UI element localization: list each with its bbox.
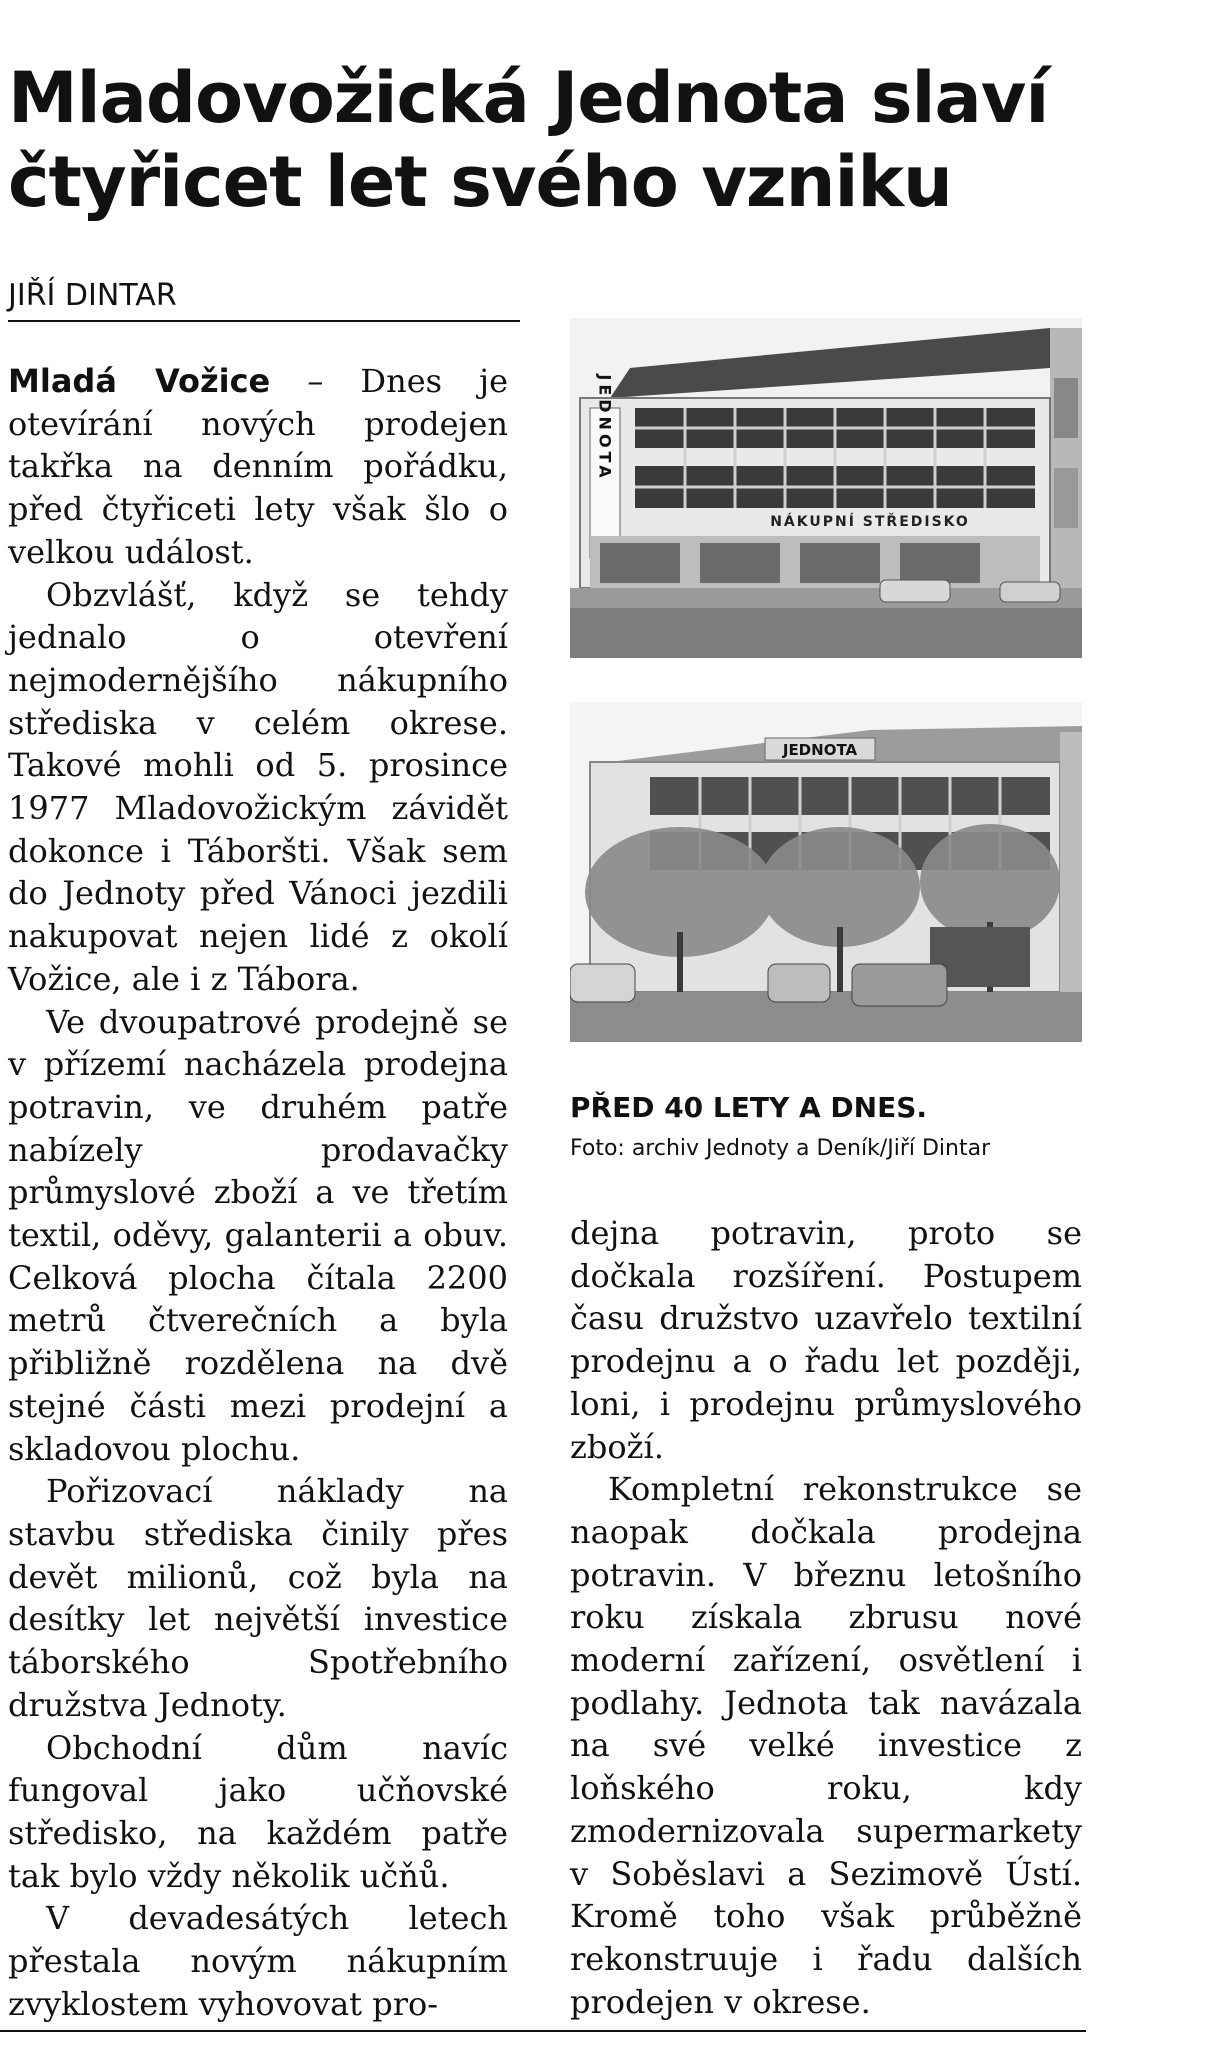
dateline-place: Mladá Vožice — [8, 362, 271, 400]
article-column-left — [8, 360, 508, 2025]
bottom-divider — [0, 2030, 1086, 2032]
old-vertical-sign: JEDNOTA — [595, 374, 615, 482]
photo-old-building — [570, 318, 1082, 658]
article-paragraph: Kompletní rekonstrukce se naopak dočkala prodejna potravin. V březnu letošního roku získala zbrusu nové moderní zařízení, osvětlení i podlahy. Jednota tak navázala na své velké investice z loňského roku, kdy zmodernizovala supermarkety v Soběslavi a Sezimově Ústí. Kromě toho však průběžně rekonstruuje i řadu dalších prodejen v okrese. — [570, 1470, 1082, 2021]
article-column-right — [570, 1212, 1082, 2023]
old-banner-sign: NÁKUPNÍ STŘEDISKO — [770, 514, 970, 530]
article-paragraph: dejna potravin, proto se dočkala rozšíření. Postupem času družstvo uzavřelo textilní prodejnu a o řadu let později, loni, i prodejnu průmyslového zboží. — [570, 1214, 1082, 1466]
photo-new-building-image — [570, 702, 1082, 1042]
lead-text: – Dnes je otevírání nových prodejen takřka na denním pořádku, před čtyřiceti lety však šlo o velkou událost. — [8, 362, 508, 571]
article-paragraph: Obchodní dům navíc fungoval jako učňovské středisko, na každém patře tak bylo vždy několik učňů. — [8, 1728, 508, 1895]
photo-caption-credit: Foto: archiv Jednoty a Deník/Jiří Dintar — [570, 1136, 991, 1161]
new-building-sign: JEDNOTA — [782, 741, 858, 759]
photo-new-building — [570, 702, 1082, 1042]
article-paragraph: Pořizovací náklady na stavbu střediska činily přes devět milionů, což byla na desítky let největší investice táborského Spotřebního družstva Jednoty. — [8, 1472, 508, 1724]
article-paragraph: Obzvlášť, když se tehdy jednalo o otevření nejmodernějšího nákupního střediska v celém okrese. Takové mohli od 5. prosince 1977 Mladovožickým závidět dokonce i Táboršti. Však sem do Jednoty před Vánoci jezdili nakupovat nejen lidé z okolí Vožice, ale i z Tábora. — [8, 575, 508, 998]
article-headline: Mladovožická Jednota slaví čtyřicet let svého vzniku — [8, 57, 1049, 223]
photo-old-building-image — [570, 318, 1082, 658]
lead-paragraph — [8, 360, 508, 574]
article-paragraph: Ve dvoupatrové prodejně se v přízemí nacházela prodejna potravin, ve druhém patře nabízely prodavačky průmyslové zboží a ve třetím textil, oděvy, galanterii a obuv. Celková plocha čítala 2200 metrů čtverečních a byla přibližně rozdělena na dvě stejné části mezi prodejní a skladovou plochu. — [8, 1002, 508, 1468]
photo-caption-title: PŘED 40 LETY A DNES. — [570, 1091, 928, 1124]
author-byline: JIŘÍ DINTAR — [8, 276, 520, 322]
article-paragraph: V devadesátých letech přestala novým nákupním zvyklostem vyhovovat pro- — [8, 1899, 508, 2023]
